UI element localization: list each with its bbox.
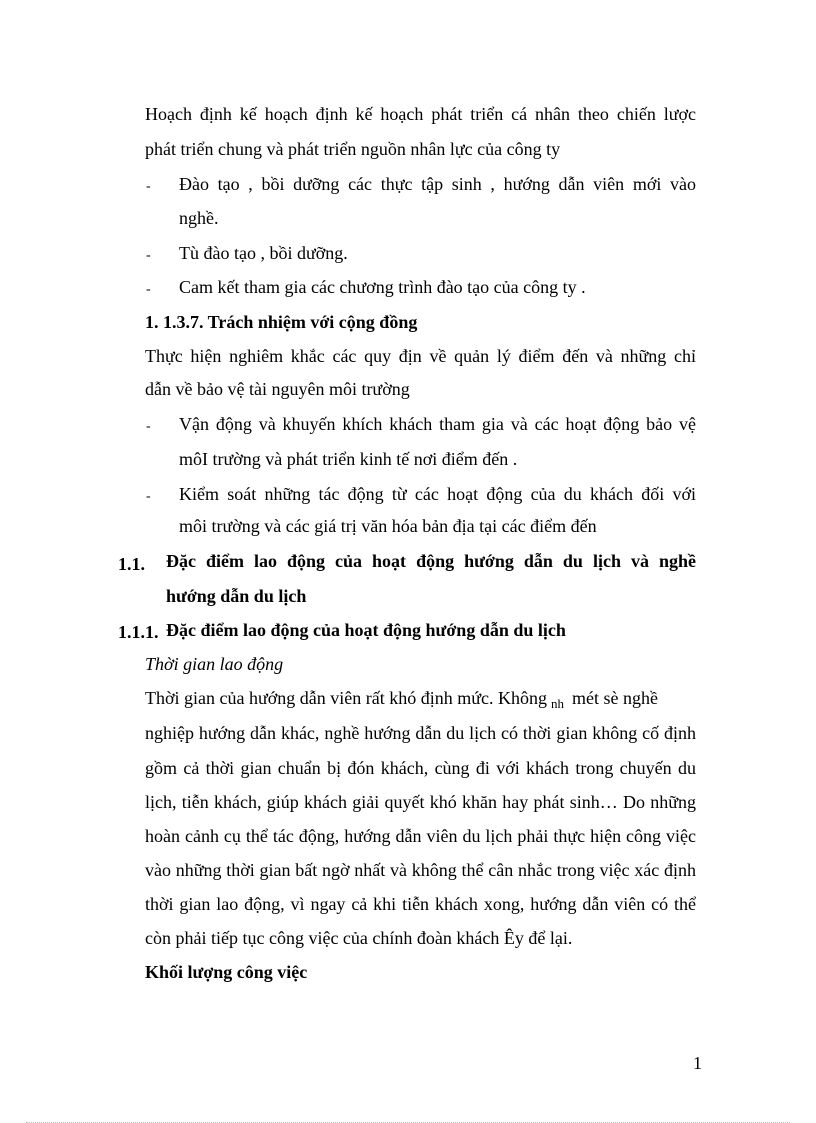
- subheading: Khối lượng công việc: [145, 962, 308, 982]
- paragraph-line: vào những thời gian bất ngờ nhất và không thể cân nhắc trong việc xác định: [145, 860, 696, 880]
- paragraph-text: Thời gian của hướng dẫn viên rất khó định mức. Không: [145, 688, 547, 708]
- paragraph-line: dẫn về bảo vệ tài nguyên môi trường: [145, 379, 410, 399]
- bullet-item-line: Cam kết tham gia các chương trình đào tạo của công ty .: [179, 277, 586, 297]
- bullet-item-line: môi trường và các giá trị văn hóa bản địa tại các điểm đến: [179, 516, 597, 536]
- bullet-item-line: Tù đào tạo , bồi dưỡng.: [179, 243, 348, 263]
- bullet-item-line: Kiểm soát những tác động từ các hoạt động của du khách đối với: [179, 484, 696, 504]
- heading-number: 1.1.1.: [118, 622, 159, 642]
- paragraph-line: phát triển chung và phát triển nguồn nhân lực của công ty: [145, 139, 561, 159]
- paragraph-line: Hoạch định kế hoạch định kế hoạch phát triển cá nhân theo chiến lược: [145, 104, 696, 124]
- section-heading: Đặc điểm lao động của hoạt động hướng dẫn du lịch và nghề: [166, 551, 696, 571]
- subscript-fragment: nh: [550, 696, 564, 711]
- section-heading: 1. 1.3.7. Trách nhiệm với cộng đồng: [145, 312, 418, 332]
- bullet-item-line: Vận động và khuyến khích khách tham gia và các hoạt động bảo vệ: [179, 414, 696, 434]
- paragraph-text: mét sè nghề: [571, 688, 658, 708]
- paragraph-line: [145, 687, 658, 711]
- bullet-dash-icon: -: [146, 248, 151, 263]
- section-heading: hướng dẫn du lịch: [166, 586, 307, 606]
- paragraph-line: hoàn cảnh cụ thể tác động, hướng dẫn viên du lịch phải thực hiện công việc: [145, 826, 696, 846]
- bullet-dash-icon: -: [146, 282, 151, 297]
- page-number: 1: [693, 1053, 702, 1073]
- paragraph-line: lịch, tiễn khách, giúp khách giải quyết khó khăn hay phát sinh… Do những: [145, 792, 696, 812]
- bullet-dash-icon: -: [146, 489, 151, 504]
- paragraph-line: thời gian lao động, vì ngay cả khi tiễn khách xong, hướng dẫn viên có thể: [145, 894, 696, 914]
- paragraph-line: còn phải tiếp tục công việc của chính đoàn khách Êy để lại.: [145, 928, 573, 948]
- bullet-item-line: môI trường và phát triển kinh tế nơi điểm đến .: [179, 449, 518, 469]
- paragraph-line: gồm cả thời gian chuẩn bị đón khách, cùng đi với khách trong chuyến du: [145, 758, 696, 778]
- section-heading: Đặc điểm lao động của hoạt động hướng dẫn du lịch: [166, 620, 566, 640]
- paragraph-line: nghiệp hướng dẫn khác, nghề hướng dẫn du lịch có thời gian không cố định: [145, 723, 696, 743]
- bullet-item-line: nghề.: [179, 208, 219, 228]
- heading-number: 1.1.: [118, 554, 145, 574]
- bullet-dash-icon: -: [146, 419, 151, 434]
- bullet-dash-icon: -: [146, 179, 151, 194]
- paragraph-line: Thực hiện nghiêm khắc các quy địn về quản lý điểm đến và những chỉ: [145, 346, 696, 366]
- subheading: Thời gian lao động: [145, 654, 284, 674]
- bullet-item-line: Đào tạo , bồi dưỡng các thực tập sinh , hướng dẫn viên mới vào: [179, 174, 696, 194]
